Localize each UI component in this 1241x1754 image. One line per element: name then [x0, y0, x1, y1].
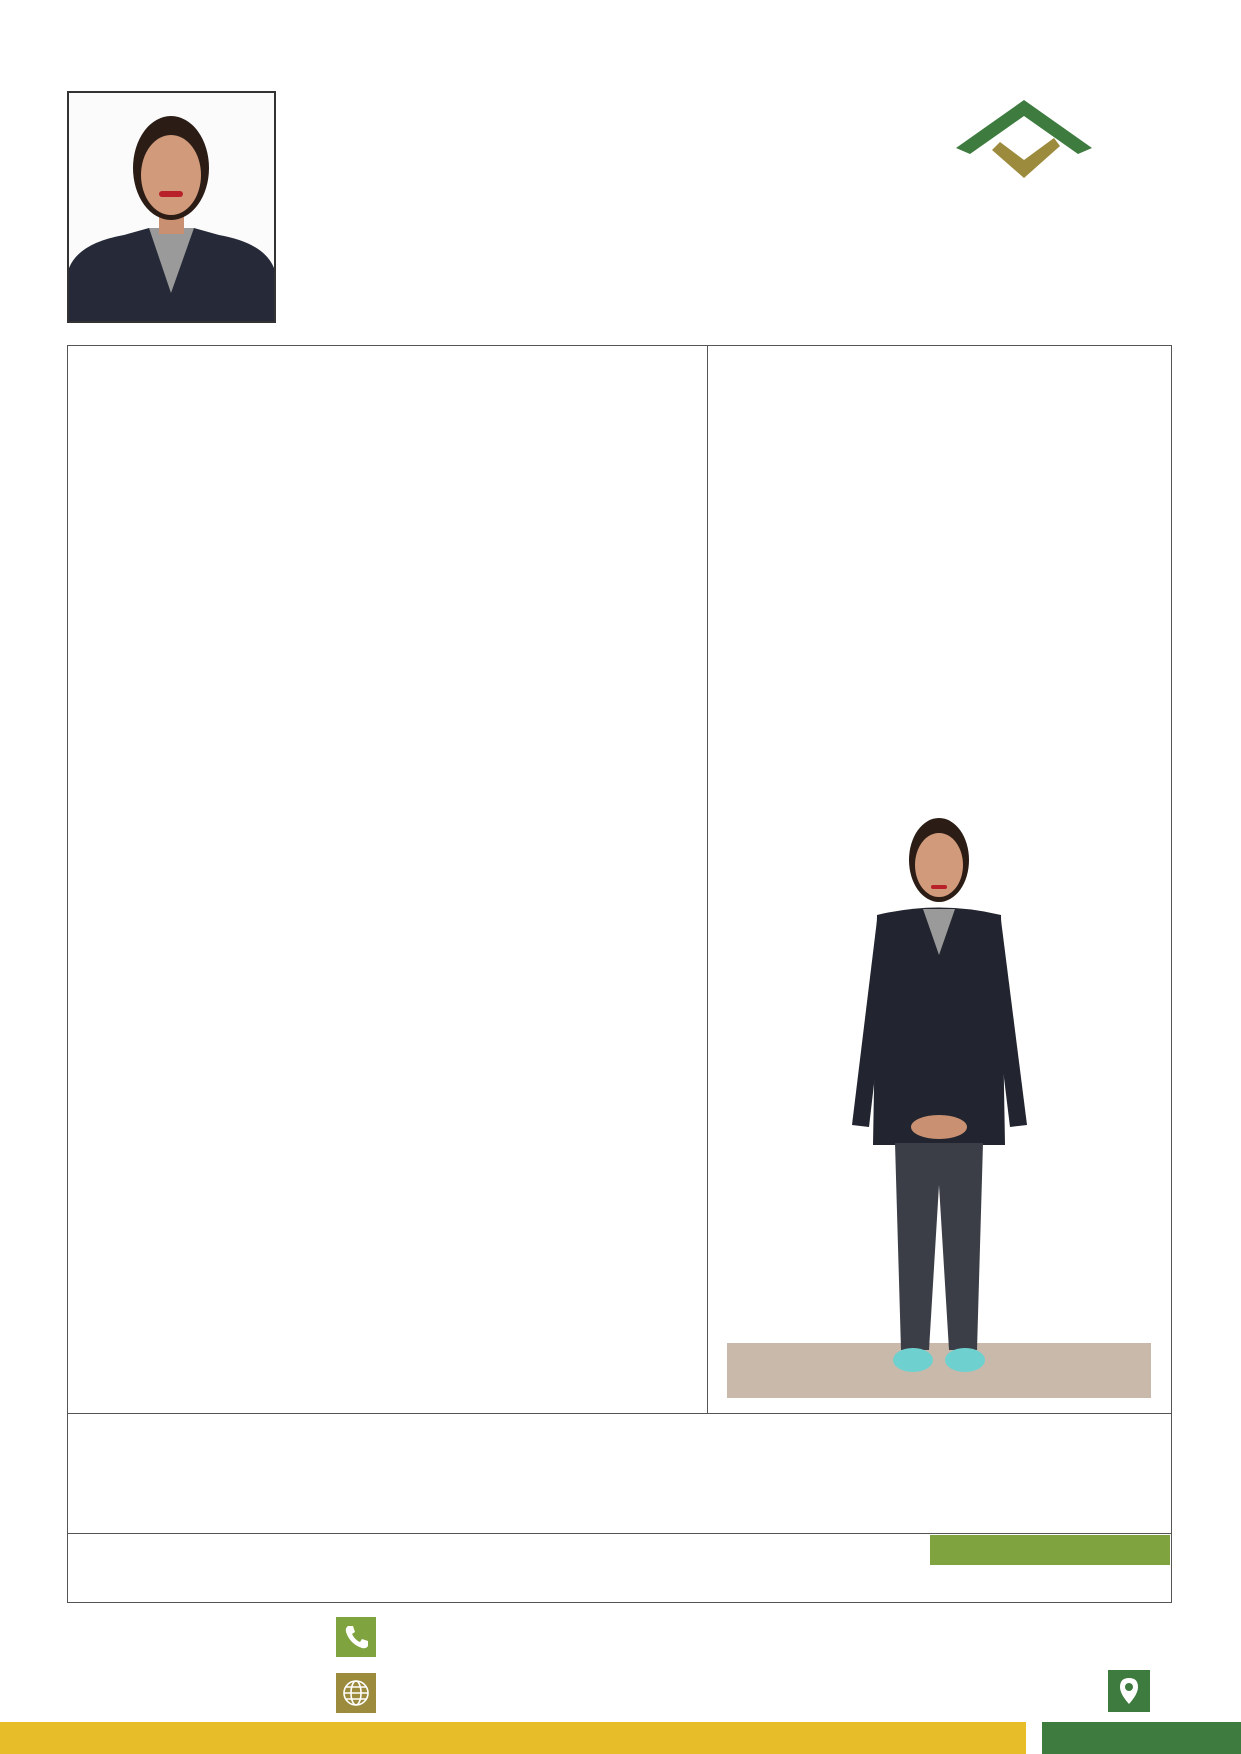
phone-icon	[336, 1617, 376, 1657]
footer-bar-green	[1042, 1722, 1241, 1754]
important-title	[930, 1535, 1170, 1565]
location-icon	[1108, 1670, 1150, 1712]
notes-section	[67, 1413, 1172, 1534]
footer-bar-yellow	[0, 1722, 1026, 1754]
personal-details-table	[67, 345, 708, 1414]
full-body-photo	[727, 805, 1151, 1398]
company-logo	[952, 96, 1096, 180]
headshot-photo	[67, 91, 276, 323]
globe-icon	[336, 1673, 376, 1713]
